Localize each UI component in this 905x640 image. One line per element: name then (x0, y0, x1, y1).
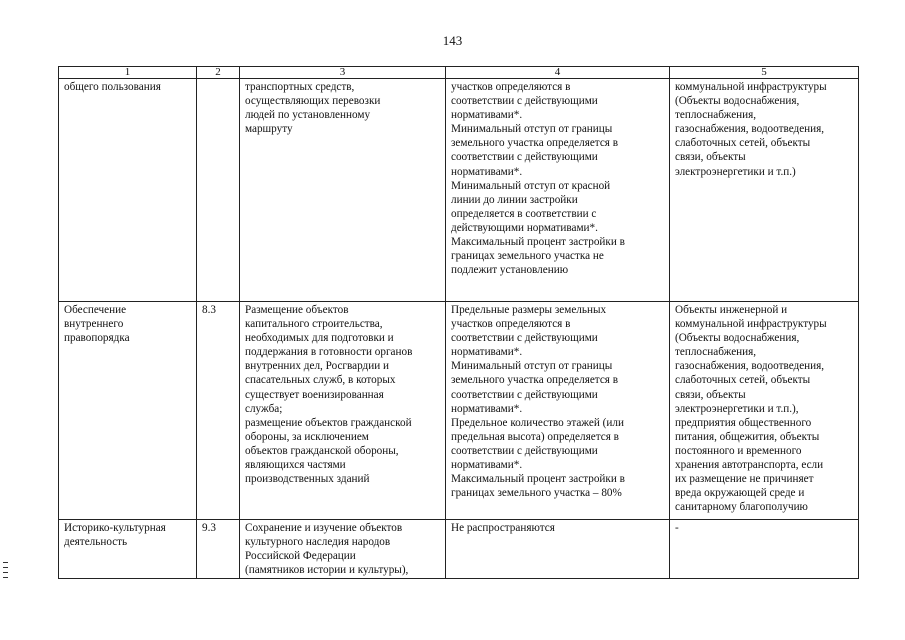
cell-conditions: Объекты инженерной и коммунальной инфраструктуры (Объекты водоснабжения, теплоснабжения, газоснабжения, водоотведения, слаботочных сетей, объекты связи, объекты электроэнергетики и т.п.), предприятия общественного питания, общежития, объекты постоянного и временного хранения автотранспорта, если их размещение не причиняет вреда окружающей среде и санитарному благополучию (670, 302, 859, 520)
column-header-1: 1 (59, 67, 197, 79)
cell-parameters: Предельные размеры земельных участков определяются в соответствии с действующими нормативами*. Минимальный отступ от границы земельного участка определяется в соответствии с действующими нормативами*. Предельное количество этажей (или предельная высота) определяется в соответствии с действующими нормативами*. Максимальный процент застройки в границах земельного участка – 80% (446, 302, 670, 520)
cell-use-name: общего пользования (59, 79, 197, 302)
cell-conditions: коммунальной инфраструктуры (Объекты водоснабжения, теплоснабжения, газоснабжения, водоотведения, слаботочных сетей, объекты связи, объекты электроэнергетики и т.п.) (670, 79, 859, 302)
column-header-4: 4 (446, 67, 670, 79)
table-row (59, 302, 859, 520)
document-table (58, 66, 859, 579)
column-header-5: 5 (670, 67, 859, 79)
table-row (59, 520, 859, 579)
cell-use-description: Размещение объектов капитального строительства, необходимых для подготовки и поддержания в готовности органов внутренних дел, Росгвардии и спасательных служб, в которых существует военизированная служба; размещение объектов гражданской обороны, за исключением объектов гражданской обороны, являющихся частями производственных зданий (240, 302, 446, 520)
scan-margin-marks (3, 562, 11, 602)
cell-parameters: участков определяются в соответствии с действующими нормативами*. Минимальный отступ от границы земельного участка определяется в соответствии с действующими нормативами*. Минимальный отступ от красной линии до линии застройки определяется в соответствии с действующими нормативами*. Максимальный процент застройки в границах земельного участка не подлежит установлению (446, 79, 670, 302)
table-row (59, 79, 859, 302)
cell-parameters: Не распространяются (446, 520, 670, 579)
column-header-3: 3 (240, 67, 446, 79)
cell-use-description: транспортных средств, осуществляющих перевозки людей по установленному маршруту (240, 79, 446, 302)
cell-use-name: Историко-культурная деятельность (59, 520, 197, 579)
cell-use-name: Обеспечение внутреннего правопорядка (59, 302, 197, 520)
cell-conditions: - (670, 520, 859, 579)
cell-use-description: Сохранение и изучение объектов культурного наследия народов Российской Федерации (памятников истории и культуры), (240, 520, 446, 579)
table-header-row (59, 67, 859, 79)
cell-use-code: 9.3 (197, 520, 240, 579)
cell-use-code: 8.3 (197, 302, 240, 520)
column-header-2: 2 (197, 67, 240, 79)
page-number: 143 (442, 33, 463, 48)
cell-use-code (197, 79, 240, 302)
